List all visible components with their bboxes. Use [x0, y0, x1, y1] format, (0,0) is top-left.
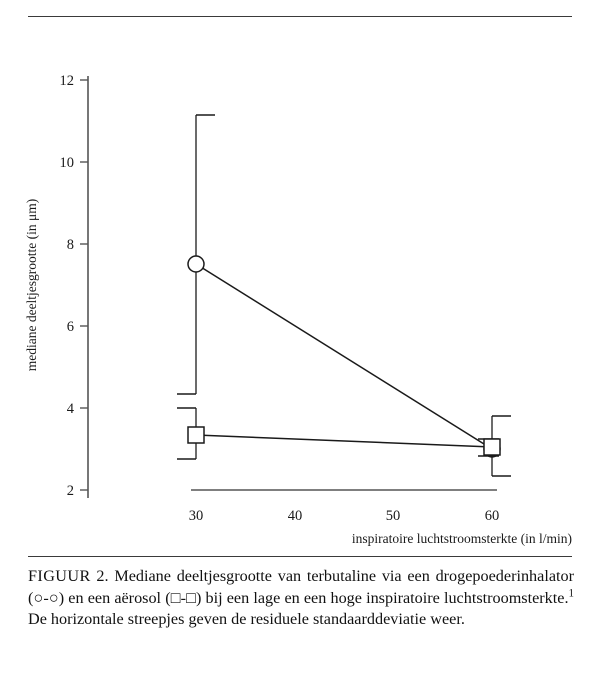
chart-svg [0, 20, 600, 550]
caption-figure-number: 2. [96, 567, 109, 585]
y-tick-label-8: 8 [66, 237, 74, 253]
figure-caption [28, 566, 574, 631]
caption-text-part2: De horizontale streepjes geven de residuele standaarddeviatie weer. [28, 610, 465, 629]
series-aerosol [177, 408, 500, 459]
bottom-horizontal-rule [28, 556, 572, 557]
series-line-drogepoederinhalator [196, 264, 492, 449]
y-tick-label-2: 2 [66, 483, 74, 499]
marker-square-30 [188, 427, 204, 443]
top-horizontal-rule [28, 16, 572, 17]
caption-text-part1: Mediane deeltjesgrootte van terbutaline via een drogepoederinhalator (○-○) en een aërosol (□-□) bij een lage en een hoge inspiratoire luchtstroomsterkte. [28, 567, 574, 607]
caption-footnote-marker: 1 [568, 587, 574, 600]
x-tick-label-40: 40 [287, 508, 303, 524]
y-axis-title: mediane deeltjesgrootte (in μm) [24, 198, 39, 372]
x-axis-title: inspiratoire luchtstroomsterkte (in l/min) [351, 531, 572, 546]
x-tick-label-60: 60 [484, 508, 500, 524]
chart-plot-area [0, 20, 600, 550]
x-tick-label-30: 30 [188, 508, 204, 524]
y-tick-label-10: 10 [59, 155, 74, 171]
x-tick-label-50: 50 [385, 508, 401, 524]
marker-circle-30 [188, 256, 204, 272]
series-line-aerosol [196, 435, 492, 447]
marker-square-60 [484, 439, 500, 455]
y-tick-label-4: 4 [66, 401, 74, 417]
y-tick-label-6: 6 [66, 319, 74, 335]
y-tick-label-12: 12 [59, 73, 74, 89]
y-axis-ticks [80, 80, 88, 490]
caption-figure-label: FIGUUR [28, 567, 91, 585]
series-drogepoederinhalator [177, 115, 511, 476]
